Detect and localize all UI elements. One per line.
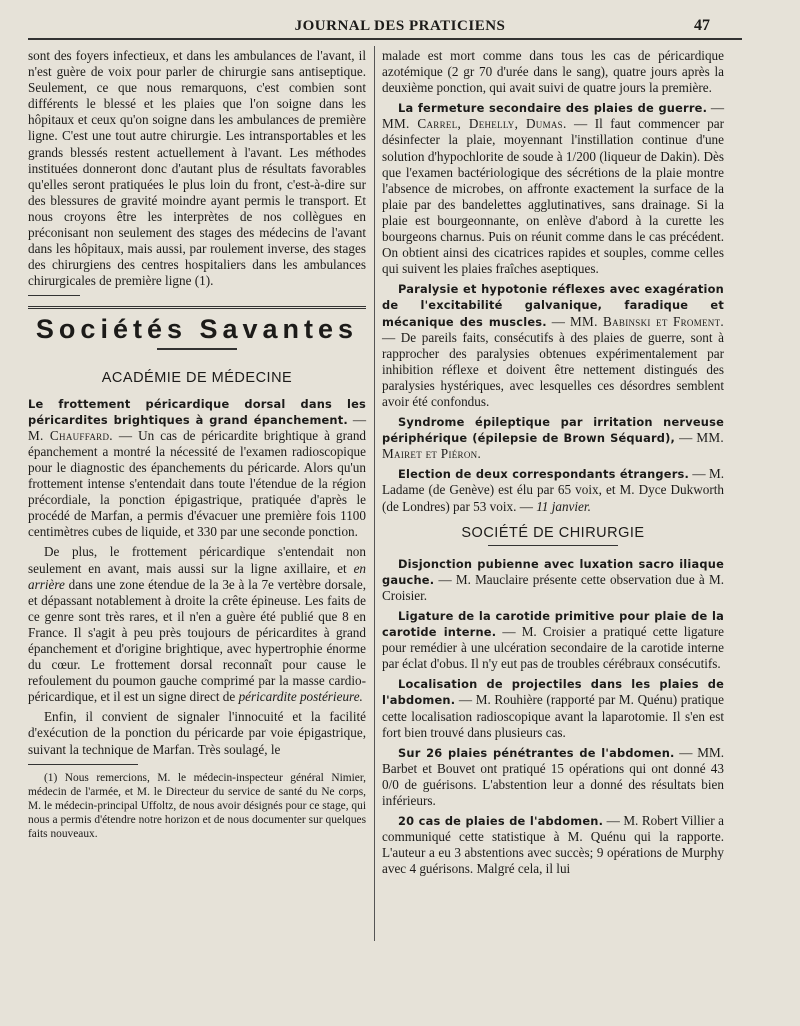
chirurgie-heading: SOCIÉTÉ DE CHIRURGIE <box>461 524 645 541</box>
article-heading: Sur 26 plaies pénétrantes de l'abdomen. <box>398 745 675 760</box>
article-20-cas: 20 cas de plaies de l'abdomen. — M. Robert Villier a communiqué cette statistique à M. Quénu qui la rapporte. L'auteur a eu 3 abstentions avec succès; 9 opérations de Murphy avec 4 guérisons. Malgré cela, il lui <box>382 813 724 877</box>
journal-title: JOURNAL DES PRATICIENS <box>294 18 506 34</box>
article-body: M. Croisier a pratiqué cette ligature pour remédier à une ulcération secondaire de la carotide interne par éclat d'obus. Il n'y eut pas de troubles cérébraux consécutifs. <box>382 624 724 672</box>
article-heading: Le frottement péricardique dorsal dans les péricardites brightiques à grand épanchement. <box>28 396 366 427</box>
footnote-rule <box>28 764 138 765</box>
page-number: 47 <box>694 17 710 34</box>
article-body: Il faut commencer par désinfecter la plaie, moyennant l'instillation continue d'une solution d'hypochlorite de soude à 1/200 (liqueur de Dakin). Dès que l'examen bactériologique des sécrétions de la plaie montre l'absence de microbes, on affronte exactement la surface de la plaie par des bandelettes agglutinatives, sans drainage. Si la plaie est bourgeonnante, on enlève d'abord à la curette les bourgeons charnus. Puis on réunit comme dans le cas précédent. On obtient ainsi des cicatrices rapides et souples, comme celles qui suivent les plaies fraîches aseptiques. <box>382 116 725 277</box>
article-heading: La fermeture secondaire des plaies de guerre. <box>398 101 708 116</box>
column-divider <box>374 46 375 941</box>
article-heading: Election de deux correspondants étrangers. <box>398 467 690 482</box>
section-rule <box>28 306 366 309</box>
right-column <box>382 48 724 882</box>
article-paralysie: Paralysie et hypotonie réflexes avec exagération de l'excitabilité galvanique, faradique et mécanique des muscles. — MM. Babinski et Froment. — De pareils faits, consécutifs à des plaies de guerre, sont à rapprocher des paralysies obtenues expérimentalement par inhibition réflexe et doivent être nettement distingués des paralysies hystériques, avec lesquelles ces désordres semblent avoir été confondus. <box>382 282 724 409</box>
paragraph-enfin: Enfin, il convient de signaler l'innocuité et la facilité d'exécution de la ponction du péricarde par voie épigastrique, suivant la technique de Marfan. Très soulagé, le <box>28 709 366 757</box>
page-header <box>0 0 800 40</box>
article-localisation: Localisation de projectiles dans les plaies de l'abdomen. — M. Rouhière (rapporté par M. Quénu) pratique cette localisation radioscopique avant la laparotomie. Il s'en est fort bien trouvé dans plusieurs cas. <box>382 677 724 740</box>
academie-heading: ACADÉMIE DE MÉDECINE <box>101 369 293 386</box>
paragraph-de-plus <box>28 544 366 705</box>
article-authors: M. Chauffard. <box>28 427 113 443</box>
intro-paragraph: sont des foyers infectieux, et dans les ambulances de l'avant, il n'est guère de voix pour parler de chirurgie sans antiseptique. Seulement, ce que nous remarquons, c'est combien sont différents le blessé et les plaies que l'on soigne dans les hôpitaux et ceux qu'on soigne dans les ambulances de première ligne. C'est une tout autre chirurgie. Les intransportables et les grands blessés restent actuellement à l'avant. Les méthodes instituées donneront donc d'autant plus de résultats favorables qu'elles seront pratiquées le plus loin du front, c'est-à-dire sur des blessures de gravité moindre ayant permis le transport. Et nous croyons être les interprètes de nos collègues en préconisant non seulement des stages des médecins de l'avant dans les hôpitaux, mais aussi, par roulement inverse, des stages des chirurgiens des centres hospitaliers dans les ambulances chirurgicales de première ligne (1). <box>28 48 366 289</box>
article-body: De pareils faits, consécutifs à des plaies de guerre, sont à rapprocher des paralysies obtenues expérimentalement par inhibition réflexe et doivent être nettement distingués des paralysies hystériques, avec lesquelles ces désordres semblent avoir été confondus. <box>382 329 724 409</box>
continuation-paragraph: malade est mort comme dans tous les cas de péricardique azotémique (2 gr 70 d'urée dans le sang), quatre jours après la deuxième ponction, qui avait suivi de quatre jours la première. <box>382 48 724 96</box>
short-rule <box>28 295 80 296</box>
footnote: (1) Nous remercions, M. le médecin-inspecteur général Nimier, médecin de l'armée, et M. le Directeur du service de santé du Ne corps, M. le médecin-principal Uffoltz, de nous avoir désignés pour ce stage, qui nous a permis d'étendre notre horizon et de nous documenter sur quelques faits nouveaux. <box>28 771 366 841</box>
left-column <box>28 48 366 846</box>
article-heading: Ligature de la carotide primitive pour plaie de la carotide interne. <box>382 609 724 640</box>
article-heading: Syndrome épileptique par irritation nerveuse périphérique (épilepsie de Brown Séquard), <box>382 415 724 446</box>
article-syndrome: Syndrome épileptique par irritation nerveuse périphérique (épilepsie de Brown Séquard), — MM. Mairet et Piéron. <box>382 415 724 462</box>
article-body: Un cas de péricardite brightique à grand épanchement a montré la nécessité de l'examen radioscopique pour le diagnostic des épanchements du péricarde. Alors qu'un frottement intense s'entendait dans toute l'étendue de la région précordiale, la ponction épigastrique, pratiquée d'après le procédé de Marfan, a permis d'évacuer une première fois 1100 centimètres cubes de liquide, et 330 par une seconde ponction. <box>28 427 367 540</box>
article-heading: Paralysie et hypotonie réflexes avec exagération de l'excitabilité galvanique, faradique et mécanique des muscles. <box>382 282 724 329</box>
chirurgie-underline <box>488 545 618 546</box>
italic-text: péricardite postérieure. <box>238 689 363 705</box>
article-authors: MM. Carrel, Dehelly, Dumas. <box>382 116 567 132</box>
article-heading: Localisation de projectiles dans les plaies de l'abdomen. <box>382 677 724 708</box>
article-heading: 20 cas de plaies de l'abdomen. <box>398 814 604 829</box>
article-heading: Disjonction pubienne avec luxation sacro iliaque gauche. <box>382 556 724 587</box>
article-date: 11 janvier. <box>536 498 591 514</box>
article-body: M. Robert Villier a communiqué cette statistique à M. Quénu qui la rapporte. L'auteur a eu 3 abstentions avec succès; 9 opérations de Murphy avec 4 guérisons. Malgré cela, il lui <box>382 813 724 877</box>
paragraph-text: dans une zone étendue de la 3e à la 7e vertèbre dorsale, et dépassant notablement à droite la crête épineuse. Les faits de ce genre sont très rares, et il n'en a guère été publié que 8 en France. Il s'agit à peu près toujours de péricardites à grand épanchement et d'origine brightique, avec hypertrophie énorme du cœur. Le frottement dorsal reconnaît pour cause le refoulement du poumon gauche comprimé par la masse cardio-péricardique, et il est un signe direct de <box>28 576 367 705</box>
title-underline <box>157 348 237 350</box>
italic-text: en arrière <box>28 560 367 592</box>
article-body: MM. Barbet et Bouvet ont pratiqué 15 opérations qui ont donné 43 0/0 de guérisons. L'abstention leur a donné des résultats bien inférieurs. <box>382 744 724 809</box>
article-authors: MM. Mairet et Piéron. <box>382 430 724 462</box>
article-authors: MM. Babinski et Froment. <box>570 313 724 329</box>
paragraph-text: De plus, le frottement péricardique s'entendait non seulement en avant, mais aussi sur la ligne axillaire, et <box>28 544 366 576</box>
article-fermeture: La fermeture secondaire des plaies de guerre. — MM. Carrel, Dehelly, Dumas. — Il faut commencer par désinfecter la plaie, moyennant l'instillation continue d'une solution d'hypochlorite de soude à 1/200 (liqueur de Dakin). Dès que l'examen bactériologique des sécrétions de la plaie montre l'absence de microbes, on affronte exactement la surface de la plaie par des bandelettes agglutinatives, sans drainage. Si la plaie est bourgeonnante, on enlève d'abord à la curette les bourgeons charnus. Puis on réunit comme dans le cas précédent. On obtient ainsi des cicatrices rapides et souples, comme celles qui suivent les plaies fraîches aseptiques. <box>382 100 725 277</box>
article-body: M. Mauclaire présente cette observation due à M. Croisier. <box>382 571 724 603</box>
article-frottement: Le frottement péricardique dorsal dans les péricardites brightiques à grand épanchement. — M. Chauffard. — Un cas de péricardite brightique à grand épanchement a montré la nécessité de l'examen radioscopique pour le diagnostic des épanchements du péricarde. Alors qu'un frottement intense s'entendait dans toute l'étendue de la région précordiale, la ponction épigastrique, pratiquée d'après le procédé de Marfan, a permis d'évacuer une première fois 1100 centimètres cubes de liquide, et 330 par une seconde ponction. <box>28 396 367 540</box>
section-title: Sociétés Savantes <box>35 314 359 345</box>
article-disjonction: Disjonction pubienne avec luxation sacro iliaque gauche. — M. Mauclaire présente cette observation due à M. Croisier. <box>382 556 724 603</box>
article-26-plaies: Sur 26 plaies pénétrantes de l'abdomen. — MM. Barbet et Bouvet ont pratiqué 15 opérations qui ont donné 43 0/0 de guérisons. L'abstention leur a donné des résultats bien inférieurs. <box>382 744 724 809</box>
header-rule <box>28 38 742 40</box>
article-election: Election de deux correspondants étrangers. — M. Ladame (de Genève) est élu par 65 voix, et M. Dyce Dukworth (de Londres) par 53 voix. — 11 janvier. <box>382 466 724 514</box>
article-body: M. Rouhière (rapporté par M. Quénu) pratique cette localisation radioscopique avant la laparotomie. Il s'en est fort bien trouvé dans plusieurs cas. <box>382 692 724 740</box>
article-body: M. Ladame (de Genève) est élu par 65 voix, et M. Dyce Dukworth (de Londres) par 53 voix. — <box>382 466 724 514</box>
article-ligature: Ligature de la carotide primitive pour plaie de la carotide interne. — M. Croisier a pratiqué cette ligature pour remédier à une ulcération secondaire de la carotide interne par éclat d'obus. Il n'y eut pas de troubles cérébraux consécutifs. <box>382 609 724 672</box>
